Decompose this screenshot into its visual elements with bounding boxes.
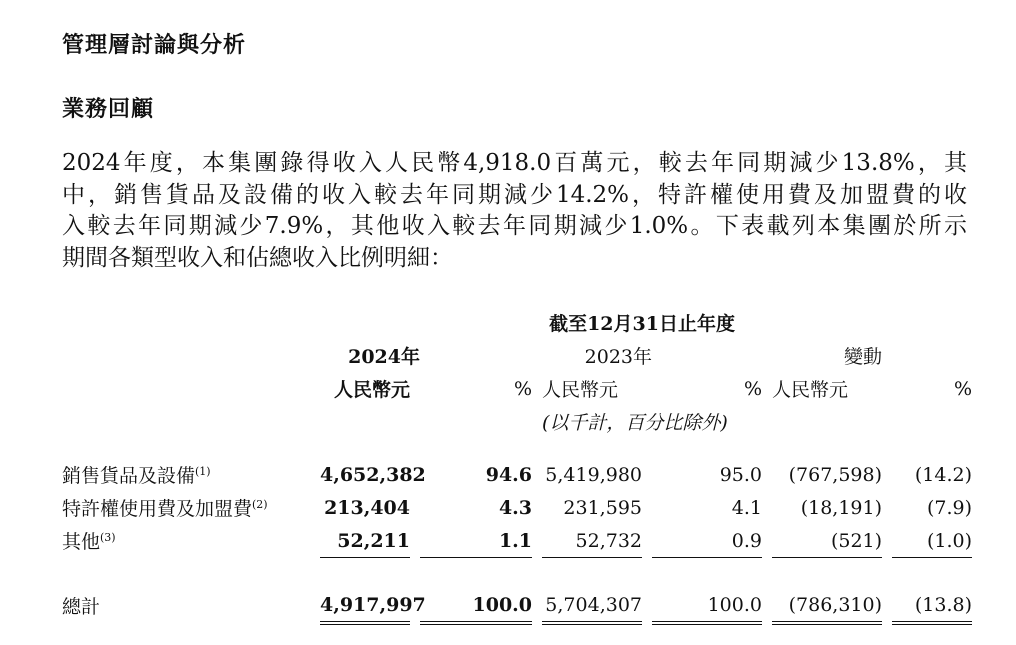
total-pct-2023: 100.0 bbox=[652, 588, 762, 623]
total-amt-2024: 4,917,997 bbox=[320, 588, 410, 623]
amt-2023: 231,595 bbox=[563, 496, 642, 519]
chg-amt: (18,191) bbox=[800, 496, 883, 519]
paragraph-line: 入較去年同期減少7.9%，其他收入較去年同期減少1.0%。下表載列本集團於所示 bbox=[62, 213, 967, 239]
paragraph-line: 期間各類型收入和佔總收入比例明細： bbox=[62, 244, 453, 271]
pct-2024: 94.6 bbox=[485, 463, 532, 486]
section-title: 管理層討論與分析 bbox=[62, 32, 247, 58]
amt-2024: 52,211 bbox=[320, 524, 410, 558]
pct-2023: 4.1 bbox=[731, 496, 762, 519]
pct-2024: 4.3 bbox=[498, 496, 532, 519]
year-2024-header: 2024年 bbox=[348, 346, 420, 368]
subsection-title: 業務回顧 bbox=[62, 96, 155, 122]
row-label: 銷售貨品及設備$^{(1)}$ bbox=[62, 465, 211, 487]
rmb-change-label: 人民幣元 bbox=[772, 379, 849, 401]
paragraph-line: 2024年度，本集團錄得收入人民幣4,918.0百萬元，較去年同期減少13.8%，其 bbox=[62, 150, 967, 176]
unit-note-row bbox=[62, 405, 972, 438]
chg-amt: (521) bbox=[772, 524, 882, 558]
total-row bbox=[62, 588, 972, 623]
amt-2024: 4,652,382 bbox=[320, 463, 426, 486]
year-header-row bbox=[62, 339, 972, 372]
row-label: 其他$^{(3)}$ bbox=[62, 531, 116, 554]
change-header: 變動 bbox=[844, 346, 883, 368]
pct-2023-label: % bbox=[743, 377, 762, 400]
pct-2024: 1.1 bbox=[420, 524, 532, 558]
rmb-2024-label: 人民幣元 bbox=[333, 379, 410, 401]
total-pct-2024: 100.0 bbox=[420, 588, 532, 623]
table-row bbox=[62, 491, 972, 524]
year-2023-header: 2023年 bbox=[584, 346, 652, 368]
pct-change-label: % bbox=[953, 377, 973, 400]
amt-2023: 52,732 bbox=[542, 524, 642, 558]
amt-2024: 213,404 bbox=[324, 496, 410, 519]
row-label: 特許權使用費及加盟費$^{(2)}$ bbox=[62, 498, 268, 520]
chg-amt: (767,598) bbox=[788, 463, 883, 486]
period-header: 截至12月31日止年度 bbox=[549, 313, 735, 335]
intro-paragraph bbox=[62, 148, 967, 274]
unit-note: (以千計，百分比除外) bbox=[542, 412, 728, 434]
paragraph-line: 中，銷售貨品及設備的收入較去年同期減少14.2%，特許權使用費及加盟費的收 bbox=[62, 181, 967, 208]
pct-2024-label: % bbox=[513, 377, 532, 400]
pct-2023: 95.0 bbox=[719, 463, 762, 486]
unit-header-row bbox=[62, 372, 972, 405]
total-chg-pct: (13.8) bbox=[892, 588, 972, 623]
pct-2023: 0.9 bbox=[652, 524, 762, 558]
period-header-row bbox=[62, 306, 972, 339]
chg-pct: (7.9) bbox=[926, 496, 973, 519]
total-amt-2023: 5,704,307 bbox=[542, 588, 642, 623]
total-chg-amt: (786,310) bbox=[772, 588, 882, 623]
amt-2023: 5,419,980 bbox=[545, 463, 642, 486]
total-label: 總計 bbox=[62, 596, 101, 618]
rmb-2023-label: 人民幣元 bbox=[542, 379, 619, 401]
table-row bbox=[62, 524, 972, 558]
revenue-table bbox=[62, 306, 972, 625]
table-row bbox=[62, 458, 972, 491]
chg-pct: (14.2) bbox=[914, 463, 973, 486]
chg-pct: (1.0) bbox=[892, 524, 972, 558]
